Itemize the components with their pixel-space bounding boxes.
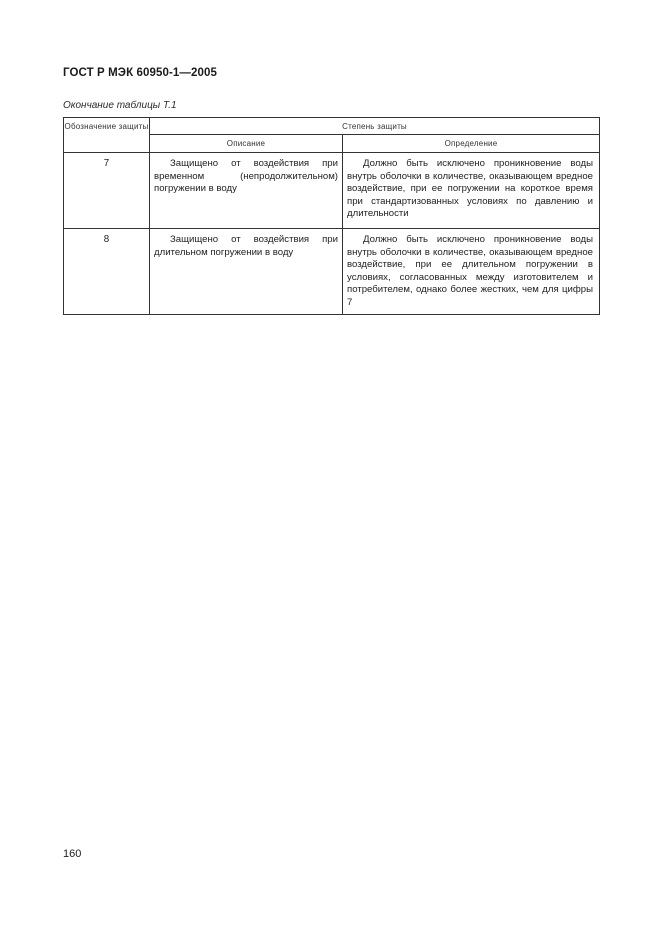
- row-description-cell: Защищено от воздействия при длительном погружении в воду: [150, 229, 343, 315]
- row-definition-cell: Должно быть исключено проникновение воды внутрь оболочки в количестве, оказывающем вредное воздействие, при ее длительном погружении в условиях, согласованных между изготовителем и потребителем, однако более жестких, чем для цифры 7: [343, 229, 600, 315]
- page-number: 160: [63, 848, 82, 860]
- row-definition-cell: Должно быть исключено проникновение воды внутрь оболочки в количестве, оказывающем вредное воздействие, при ее погружении на короткое время при стандартизованных условиях по давлению и длительности: [343, 153, 600, 229]
- header-code: Обозначение защиты: [64, 118, 150, 153]
- row-code-cell: 8: [64, 229, 150, 315]
- table-header: [64, 118, 600, 153]
- header-description: Описание: [150, 135, 343, 153]
- header-degree: Степень защиты: [150, 118, 600, 135]
- protection-degree-table: [63, 117, 600, 315]
- table-caption: Окончание таблицы Т.1: [63, 100, 177, 111]
- row-code-cell: 7: [64, 153, 150, 229]
- header-definition: Определение: [343, 135, 600, 153]
- table-row: [64, 229, 600, 315]
- table-row: [64, 153, 600, 229]
- document-header: ГОСТ Р МЭК 60950-1—2005: [63, 67, 217, 79]
- row-description-cell: Защищено от воздействия при временном (непродолжительном) погружении в воду: [150, 153, 343, 229]
